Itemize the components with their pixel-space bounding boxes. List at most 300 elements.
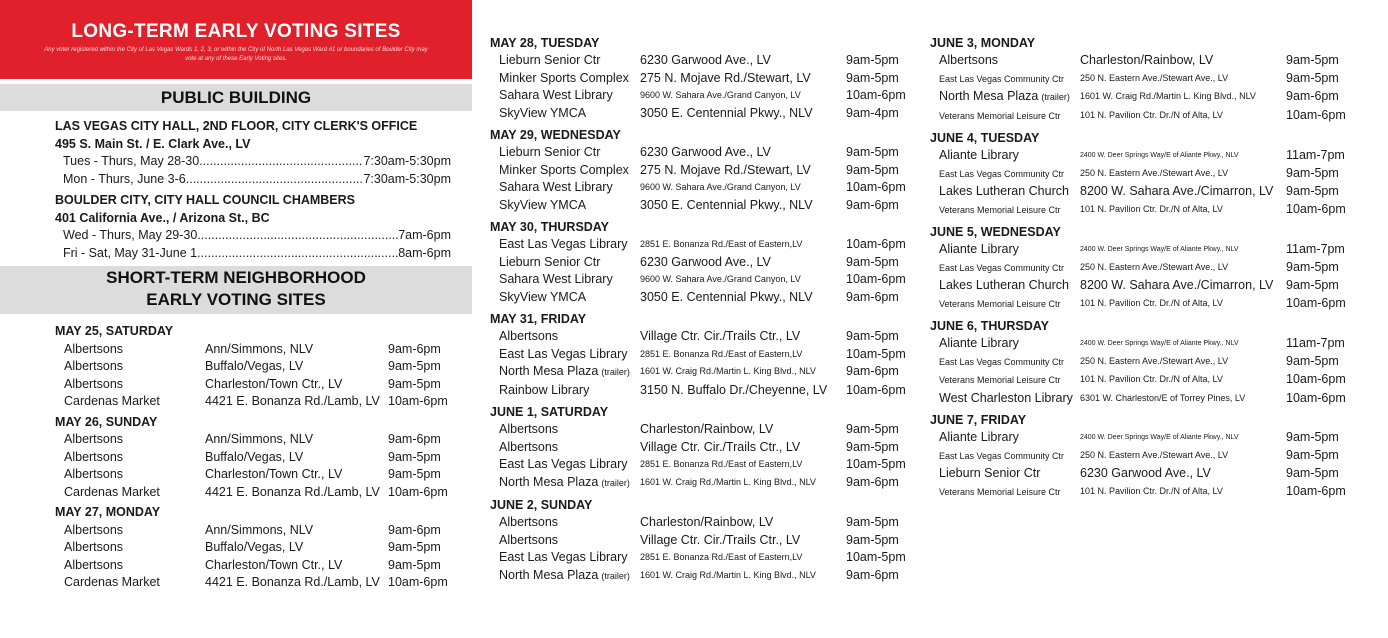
site-row [55,376,472,394]
site-name-text: Albertsons [64,341,124,356]
site-hours: 9am-5pm [1286,447,1339,462]
site-hours: 10am-6pm [1286,372,1346,386]
site-row [55,431,472,449]
hours-time: 8am-6pm [398,245,451,260]
page-title: LONG-TERM EARLY VOTING SITES [71,21,401,42]
hours-time: 7:30am-5:30pm [363,171,451,186]
site-name-text: Veterans Memorial Leisure Ctr [939,204,1061,215]
site-name [490,236,640,254]
site-hours: 9am-5pm [846,329,899,343]
site-name-text: North Mesa Plaza [499,474,599,489]
site-hours: 10am-6pm [1286,295,1346,310]
site-row [930,371,1350,390]
site-address: 3050 E. Centennial Pkwy., NLV [640,105,813,120]
site-hours: 10am-5pm [846,346,906,361]
site-address: 2400 W. Deer Springs Way/E of Aliante Pkwy., NLV [1080,152,1239,159]
site-address: 2400 W. Deer Springs Way/E of Aliante Pkwy., NLV [1080,246,1239,253]
site-row [930,52,1350,70]
site-hours: 9am-5pm [388,449,441,464]
site-row [490,289,910,307]
site-hours: 10am-5pm [846,457,906,471]
location-address: 495 S. Main St. / E. Clark Ave., LV [55,136,251,151]
site-name [930,353,1080,372]
site-name-text: North Mesa Plaza [499,364,599,378]
site-row [930,335,1350,353]
site-address: Ann/Simmons, NLV [205,432,314,446]
site-hours: 9am-6pm [388,522,441,537]
site-hours: 9am-5pm [846,162,899,177]
site-hours: 10am-6pm [846,88,906,102]
location-name: BOULDER CITY, CITY HALL COUNCIL CHAMBERS [55,193,356,207]
site-name-text: SkyView YMCA [499,197,587,212]
site-name [490,456,640,474]
site-name [490,70,640,88]
site-row [490,346,910,364]
site-name-text: Lieburn Senior Ctr [499,53,601,67]
site-name [930,390,1080,408]
site-address: Ann/Simmons, NLV [205,522,314,537]
site-name [490,363,640,382]
site-name-text: Veterans Memorial Leisure Ctr [939,375,1061,385]
site-name [490,179,640,197]
day-heading: MAY 28, TUESDAY [490,36,600,50]
site-name-text: North Mesa Plaza [939,89,1039,103]
site-address: 101 N. Pavilion Ctr. Dr./N of Alta, LV [1080,485,1223,496]
site-hours: 9am-5pm [1286,466,1339,480]
site-hours: 9am-5pm [846,422,899,436]
site-hours: 9am-5pm [846,145,899,159]
dot-leader [199,153,363,171]
site-address: 6230 Garwood Ave., LV [640,145,771,159]
site-row [490,144,910,162]
site-name-text: Aliante Library [939,148,1019,162]
site-name [55,431,205,449]
site-name-text: Lieburn Senior Ctr [499,254,601,269]
site-name [930,277,1080,295]
site-name-text: East Las Vegas Community Ctr [939,450,1065,461]
right-column [930,34,1350,501]
site-row [55,393,472,411]
site-hours: 9am-6pm [846,474,899,489]
site-address: Charleston/Town Ctr., LV [205,376,343,391]
site-name [490,197,640,215]
hours-time: 7am-6pm [398,228,451,242]
site-row [490,567,910,586]
site-name [930,147,1080,165]
site-name-text: East Las Vegas Community Ctr [939,356,1065,367]
site-name [930,483,1080,502]
site-hours: 9am-5pm [846,515,899,529]
day-heading: JUNE 7, FRIDAY [930,413,1027,427]
page-subtitle: Any voter registered within the City of Las Vegas Wards 1, 2, 3, or within the City of North Las Vegas Ward #1 or boundaries of Boulder City may vote at any of these Early Voting sites. [44,47,428,62]
hours-days: Mon - Thurs, June 3-6 [63,171,186,186]
site-row [55,341,472,359]
site-hours: 9am-5pm [1286,165,1339,180]
site-name-text: Albertsons [64,376,124,391]
site-address: Charleston/Rainbow, LV [1080,53,1214,67]
site-row [55,574,472,592]
location-name: LAS VEGAS CITY HALL, 2ND FLOOR, CITY CLERK'S OFFICE [55,119,418,133]
short-term-heading-line1: SHORT-TERM NEIGHBORHOOD [106,268,366,287]
site-name-text: Lakes Lutheran Church [939,278,1069,292]
site-name [930,88,1080,107]
site-address: Charleston/Town Ctr., LV [205,557,343,572]
site-hours: 10am-6pm [1286,483,1346,498]
site-address: 6230 Garwood Ave., LV [640,53,771,67]
site-name-text: Aliante Library [939,242,1019,256]
site-hours: 9am-6pm [846,567,899,582]
site-address: 250 N. Eastern Ave./Stewart Ave., LV [1080,355,1229,366]
location-block [0,192,472,262]
dot-leader [197,245,398,263]
site-address: 101 N. Pavilion Ctr. Dr./N of Alta, LV [1080,203,1223,214]
site-name [490,346,640,364]
site-row [930,483,1350,502]
day-heading: MAY 26, SUNDAY [55,414,158,429]
site-name-text: East Las Vegas Community Ctr [939,168,1065,179]
site-row [930,277,1350,295]
site-address: 8200 W. Sahara Ave./Cimarron, LV [1080,278,1274,292]
site-name [490,162,640,180]
day-list [0,323,472,592]
site-name-text: Albertsons [64,540,124,554]
site-name [55,484,205,502]
hours-row [55,227,451,245]
site-row [55,522,472,540]
site-hours: 9am-5pm [846,70,899,85]
site-name [490,382,640,400]
site-name-text: East Las Vegas Library [499,237,628,251]
site-name [490,328,640,346]
site-name [55,341,205,359]
hours-time: 7:30am-5:30pm [363,154,451,168]
site-hours: 9am-6pm [846,197,899,212]
site-name-text: Lakes Lutheran Church [939,184,1069,198]
site-name [55,449,205,467]
site-hours: 10am-6pm [388,575,448,589]
site-name-suffix: (trailer) [601,367,630,377]
site-name [490,144,640,162]
site-name [55,522,205,540]
site-name [930,259,1080,278]
site-address: Village Ctr. Cir./Trails Ctr., LV [640,439,801,454]
site-hours: 10am-6pm [846,180,906,194]
short-term-heading-line2: EARLY VOTING SITES [146,290,326,309]
site-name [55,393,205,411]
site-name-text: West Charleston Library [939,390,1073,405]
site-address: 250 N. Eastern Ave./Stewart Ave., LV [1080,167,1229,178]
site-row [490,514,910,532]
site-name-text: Cardenas Market [64,575,160,589]
site-address: 4421 E. Bonanza Rd./Lamb, LV [205,394,380,408]
day-heading: JUNE 6, THURSDAY [930,319,1050,333]
site-address: 4421 E. Bonanza Rd./Lamb, LV [205,575,380,589]
site-address: 6230 Garwood Ave., LV [1080,466,1211,480]
day-heading: MAY 30, THURSDAY [490,220,610,234]
site-name-text: Veterans Memorial Leisure Ctr [939,110,1061,121]
header-banner [0,0,472,79]
site-address: Charleston/Rainbow, LV [640,422,774,436]
hours-row [55,245,451,263]
site-name-text: Veterans Memorial Leisure Ctr [939,298,1061,309]
site-row [490,105,910,123]
site-name-suffix: (trailer) [1041,92,1070,102]
site-row [930,183,1350,201]
site-row [55,466,472,484]
site-row [490,271,910,289]
site-row [490,70,910,88]
site-name [930,465,1080,483]
site-row [490,328,910,346]
site-name-text: Albertsons [64,522,124,537]
site-address: 250 N. Eastern Ave./Stewart Ave., LV [1080,449,1229,460]
site-hours: 9am-5pm [388,540,441,554]
site-name [490,52,640,70]
site-hours: 9am-6pm [1286,89,1339,103]
site-address: 6230 Garwood Ave., LV [640,254,771,269]
location-address: 401 California Ave., / Arizona St., BC [55,210,270,225]
site-hours: 11am-7pm [1286,148,1345,162]
site-name-text: Albertsons [499,422,559,436]
site-name-text: Cardenas Market [64,484,160,499]
site-hours: 9am-5pm [1286,184,1339,198]
day-heading: MAY 25, SATURDAY [55,324,174,338]
site-hours: 9am-5pm [846,53,899,67]
site-name [490,421,640,439]
site-row [490,254,910,272]
site-hours: 9am-5pm [388,359,441,373]
site-name [930,70,1080,89]
site-name-text: Albertsons [499,439,559,454]
site-address: Buffalo/Vegas, LV [205,540,304,554]
site-name-text: Sahara West Library [499,180,613,194]
day-heading: JUNE 1, SATURDAY [490,405,609,419]
middle-column [490,34,910,585]
site-row [930,429,1350,447]
site-hours: 10am-6pm [388,394,448,408]
site-row [490,236,910,254]
site-name [490,439,640,457]
location-block [0,118,472,188]
hours-days: Fri - Sat, May 31-June 1 [63,245,198,260]
site-name-text: Albertsons [939,53,999,67]
site-row [930,259,1350,278]
site-hours: 10am-6pm [388,484,448,499]
site-row [490,87,910,105]
site-name-text: East Las Vegas Library [499,550,628,564]
site-address: Village Ctr. Cir./Trails Ctr., LV [640,532,801,547]
site-name-text: East Las Vegas Community Ctr [939,73,1065,84]
day-heading: JUNE 2, SUNDAY [490,498,593,512]
day-heading: MAY 31, FRIDAY [490,312,587,326]
site-row [930,353,1350,372]
site-row [930,70,1350,89]
site-address: 1601 W. Craig Rd./Martin L. King Blvd., NLV [640,366,816,376]
site-name-text: Cardenas Market [64,394,160,408]
site-row [55,484,472,502]
site-name-text: East Las Vegas Library [499,457,628,471]
site-row [490,179,910,197]
site-address: 2400 W. Deer Springs Way/E of Aliante Pkwy., NLV [1080,340,1239,347]
site-hours: 9am-6pm [388,341,441,356]
site-hours: 10am-6pm [846,272,906,286]
site-name [930,447,1080,466]
site-name-text: Veterans Memorial Leisure Ctr [939,486,1061,497]
site-row [55,358,472,376]
site-hours: 9am-6pm [846,289,899,304]
site-name-text: SkyView YMCA [499,105,587,120]
site-name [490,271,640,289]
site-address: 2851 E. Bonanza Rd./East of Eastern,LV [640,552,803,562]
site-row [930,147,1350,165]
site-name-suffix: (trailer) [601,477,630,488]
site-name-text: Albertsons [64,359,124,373]
site-row [490,474,910,493]
site-address: 1601 W. Craig Rd./Martin L. King Blvd., NLV [640,569,816,580]
dot-leader [197,227,398,245]
site-row [55,449,472,467]
site-hours: 9am-5pm [846,254,899,269]
site-name-text: Rainbow Library [499,382,590,397]
site-address: 1601 W. Craig Rd./Martin L. King Blvd., NLV [1080,91,1256,101]
site-name [930,295,1080,314]
site-name [930,241,1080,259]
day-heading: MAY 29, WEDNESDAY [490,128,621,142]
site-address: 2400 W. Deer Springs Way/E of Aliante Pkwy., NLV [1080,434,1239,441]
site-name [490,254,640,272]
site-row [930,447,1350,466]
site-name [55,358,205,376]
site-row [490,532,910,550]
site-address: 3050 E. Centennial Pkwy., NLV [640,289,813,304]
site-address: Buffalo/Vegas, LV [205,359,304,373]
site-name [490,105,640,123]
site-hours: 10am-6pm [1286,390,1346,405]
public-building-heading: PUBLIC BUILDING [0,84,472,111]
site-address: 101 N. Pavilion Ctr. Dr./N of Alta, LV [1080,374,1223,384]
site-name [930,183,1080,201]
site-hours: 9am-5pm [1286,70,1339,85]
site-address: 8200 W. Sahara Ave./Cimarron, LV [1080,184,1274,198]
site-name-text: Sahara West Library [499,88,613,102]
site-hours: 10am-6pm [1286,201,1346,216]
site-address: 9600 W. Sahara Ave./Grand Canyon, LV [640,274,801,284]
site-name-text: Albertsons [64,557,124,572]
site-name [490,514,640,532]
site-name-suffix: (trailer) [601,570,630,581]
site-hours: 9am-5pm [1286,259,1339,274]
site-name [930,429,1080,447]
site-name-text: Aliante Library [939,430,1019,444]
site-hours: 10am-6pm [1286,107,1346,122]
short-term-heading [0,266,472,314]
site-row [490,549,910,567]
site-address: 9600 W. Sahara Ave./Grand Canyon, LV [640,90,801,100]
site-hours: 9am-5pm [846,439,899,454]
site-hours: 9am-5pm [1286,353,1339,368]
site-row [930,88,1350,107]
site-hours: 9am-5pm [388,376,441,391]
site-name-text: Albertsons [64,432,124,446]
site-row [490,197,910,215]
site-row [490,52,910,70]
site-address: 250 N. Eastern Ave./Stewart Ave., LV [1080,72,1229,83]
site-hours: 9am-5pm [388,467,441,481]
site-name-text: East Las Vegas Community Ctr [939,262,1065,273]
site-name-text: Aliante Library [939,336,1019,350]
site-name-text: East Las Vegas Library [499,346,628,361]
site-row [930,241,1350,259]
site-row [930,165,1350,184]
site-address: Charleston/Town Ctr., LV [205,467,343,481]
site-hours: 9am-6pm [388,432,441,446]
site-name-text: Albertsons [499,532,559,547]
site-hours: 9am-5pm [388,557,441,572]
site-hours: 9am-5pm [1286,53,1339,67]
site-row [490,162,910,180]
day-heading: JUNE 5, WEDNESDAY [930,225,1061,239]
site-address: 9600 W. Sahara Ave./Grand Canyon, LV [640,182,801,192]
site-name-text: SkyView YMCA [499,289,587,304]
site-row [55,539,472,557]
site-address: Charleston/Rainbow, LV [640,515,774,529]
site-name [490,289,640,307]
site-name [490,87,640,105]
site-hours: 10am-5pm [846,550,906,564]
site-row [930,295,1350,314]
site-row [930,201,1350,220]
site-address: 101 N. Pavilion Ctr. Dr./N of Alta, LV [1080,109,1223,120]
site-row [930,465,1350,483]
left-column [0,0,472,592]
site-hours: 9am-5pm [1286,278,1339,292]
site-hours: 10am-6pm [846,237,906,251]
site-name [55,466,205,484]
site-address: 1601 W. Craig Rd./Martin L. King Blvd., NLV [640,476,816,487]
site-address: 275 N. Mojave Rd./Stewart, LV [640,162,811,177]
hours-days: Wed - Thurs, May 29-30 [63,228,198,242]
site-name-text: Minker Sports Complex [499,70,629,85]
site-name-text: Albertsons [499,515,559,529]
site-address: 3050 E. Centennial Pkwy., NLV [640,197,813,212]
site-name [490,549,640,567]
site-hours: 9am-5pm [1286,430,1339,444]
site-name [930,371,1080,390]
site-name [490,532,640,550]
dot-leader [186,171,364,189]
site-name [930,165,1080,184]
site-row [490,382,910,400]
site-hours: 9am-4pm [846,105,899,120]
site-address: Village Ctr. Cir./Trails Ctr., LV [640,329,801,343]
site-name-text: Sahara West Library [499,272,613,286]
site-row [930,107,1350,126]
site-hours: 9am-5pm [846,532,899,547]
site-row [55,557,472,575]
site-name-text: Minker Sports Complex [499,162,629,177]
site-row [490,363,910,382]
site-address: 3150 N. Buffalo Dr./Cheyenne, LV [640,382,828,397]
hours-row [55,153,451,171]
site-address: 2851 E. Bonanza Rd./East of Eastern,LV [640,348,803,359]
day-heading: JUNE 4, TUESDAY [930,131,1040,145]
site-address: Ann/Simmons, NLV [205,341,314,356]
site-name [490,567,640,586]
site-name [930,335,1080,353]
hours-days: Tues - Thurs, May 28-30 [63,154,200,168]
site-address: 250 N. Eastern Ave./Stewart Ave., LV [1080,261,1229,272]
site-name-text: Albertsons [64,449,124,464]
